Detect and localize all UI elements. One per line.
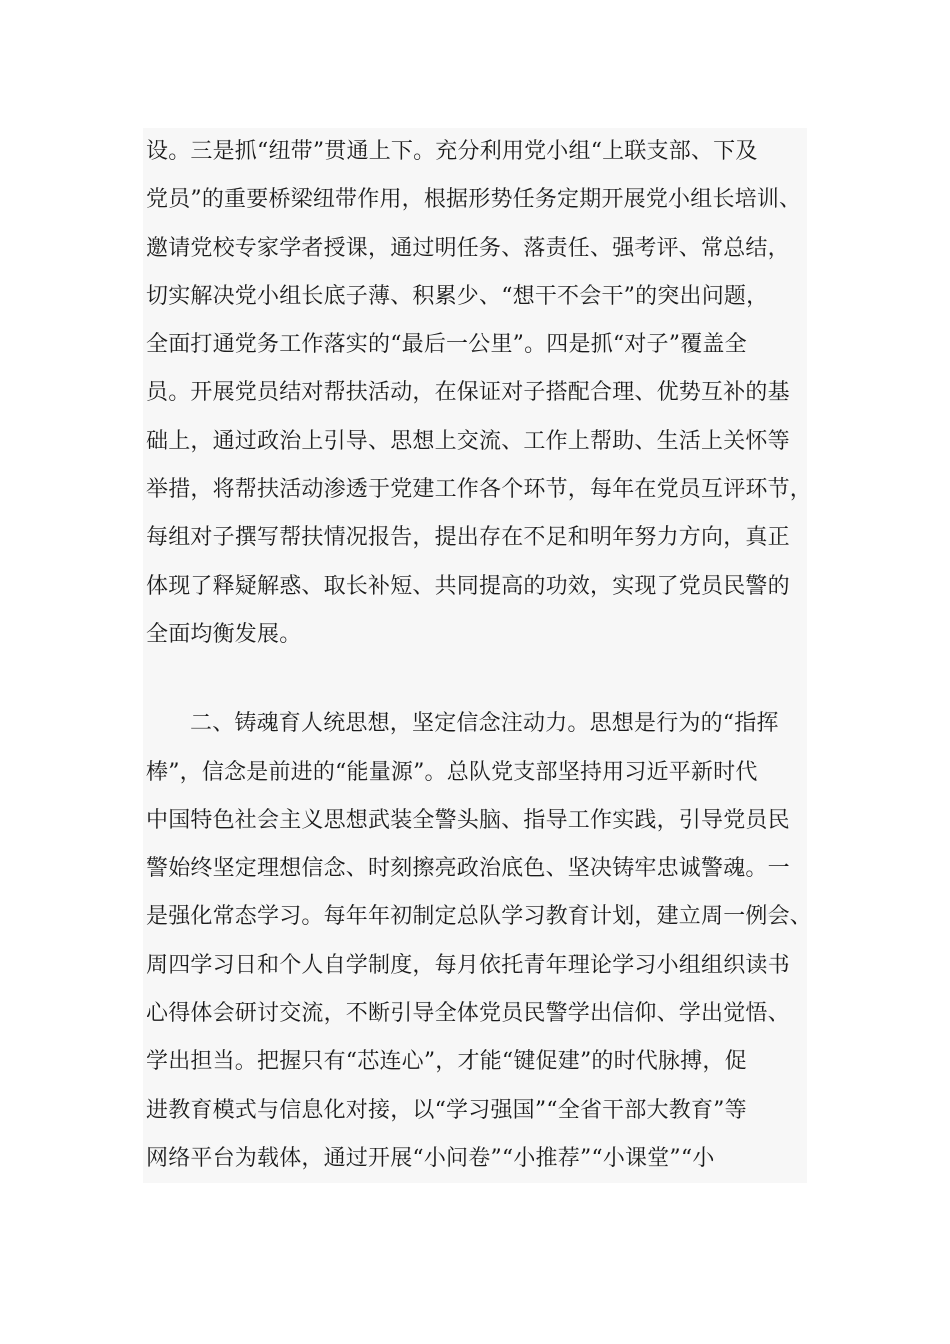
text-line: 网络平台为载体，通过开展“小问卷”“小推荐”“小课堂”“小 — [146, 1145, 715, 1171]
text-line: 全面均衡发展。 — [146, 621, 302, 647]
paragraph-2 — [143, 700, 813, 1183]
paragraph-gap — [143, 659, 807, 700]
text-line: 棒”，信念是前进的“能量源”。总队党支部坚持用习近平新时代 — [146, 759, 758, 785]
text-line: 中国特色社会主义思想武装全警头脑、指导工作实践，引导党员民 — [146, 807, 790, 833]
paragraph-1 — [143, 128, 813, 659]
text-line: 设。三是抓“纽带”贯通上下。充分利用党小组“上联支部、下及 — [146, 139, 758, 164]
text-line: 全面打通党务工作落实的“最后一公里”。四是抓“对子”覆盖全 — [146, 332, 747, 358]
text-line: 心得体会研讨交流，不断引导全体党员民警学出信仰、学出觉悟、 — [146, 1001, 790, 1027]
document-body — [143, 128, 813, 1183]
text-line: 邀请党校专家学者授课，通过明任务、落责任、强考评、常总结， — [146, 235, 790, 261]
text-line: 二、铸魂育人统思想，坚定信念注动力。思想是行为的“指挥 — [190, 711, 779, 737]
text-line: 举措，将帮扶活动渗透于党建工作各个环节，每年在党员互评环节， — [146, 477, 813, 503]
text-line: 每组对子撰写帮扶情况报告，提出存在不足和明年努力方向，真正 — [146, 525, 790, 551]
text-line: 切实解决党小组长底子薄、积累少、“想干不会干”的突出问题， — [146, 283, 769, 309]
text-line: 学出担当。把握只有“芯连心”，才能“键促建”的时代脉搏，促 — [146, 1049, 747, 1075]
text-line: 进教育模式与信息化对接，以“学习强国”“全省干部大教育”等 — [146, 1097, 747, 1123]
text-line: 党员”的重要桥梁纽带作用，根据形势任务定期开展党小组长培训、 — [146, 187, 802, 213]
text-line: 是强化常态学习。每年年初制定总队学习教育计划，建立周一例会、 — [146, 904, 813, 930]
text-line: 础上，通过政治上引导、思想上交流、工作上帮助、生活上关怀等 — [146, 428, 790, 454]
text-line: 员。开展党员结对帮扶活动，在保证对子搭配合理、优势互补的基 — [146, 380, 790, 406]
text-line: 体现了释疑解惑、取长补短、共同提高的功效，实现了党员民警的 — [146, 573, 790, 599]
text-line: 周四学习日和个人自学制度，每月依托青年理论学习小组组织读书 — [146, 952, 790, 978]
text-line: 警始终坚定理想信念、时刻擦亮政治底色、坚决铸牢忠诚警魂。一 — [146, 856, 790, 882]
